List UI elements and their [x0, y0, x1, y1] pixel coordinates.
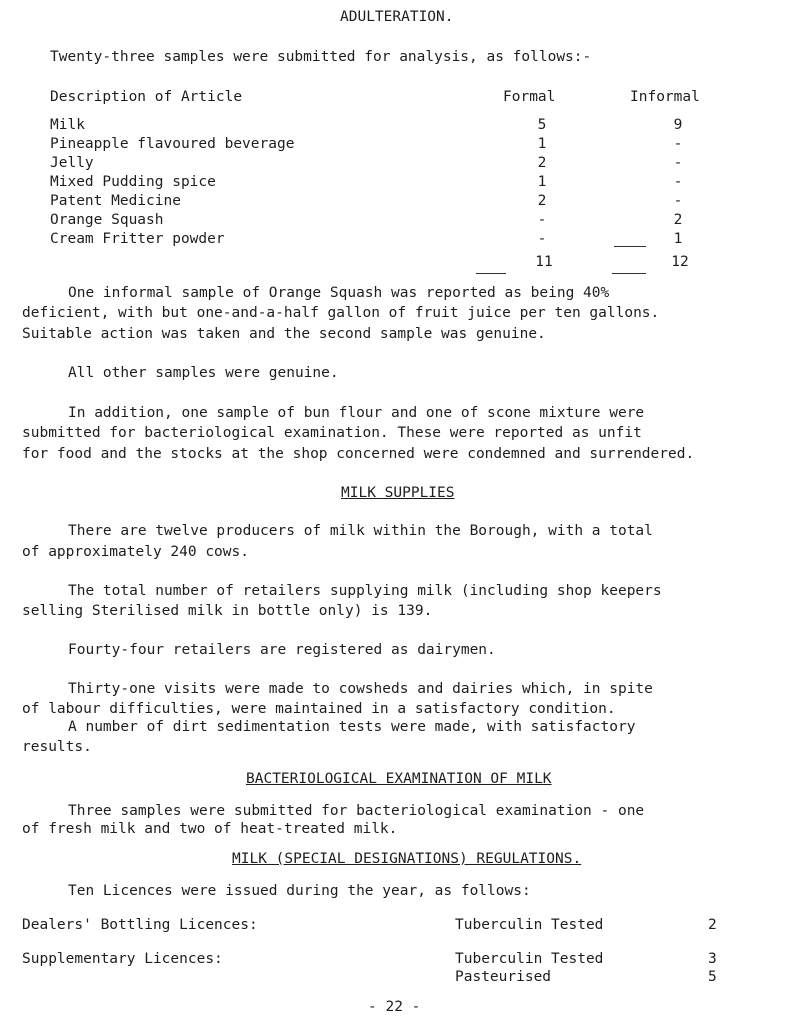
article-name: Milk [50, 117, 85, 133]
paragraph-line: Thirty-one visits were made to cowsheds and dairies which, in spite [68, 681, 653, 697]
informal-count: - [673, 193, 683, 209]
informal-count: - [673, 136, 683, 152]
page-heading: ADULTERATION. [340, 9, 454, 25]
paragraph-line: Ten Licences were issued during the year, as follows: [68, 883, 531, 899]
paragraph-line: Three samples were submitted for bacteriological examination - one [68, 803, 645, 819]
article-name: Pineapple flavoured beverage [50, 136, 295, 152]
paragraph-line: All other samples were genuine. [68, 365, 339, 381]
formal-count: 2 [537, 193, 547, 209]
supplementary-licences-count: 5 [708, 969, 717, 985]
dealers-licences-count: 2 [708, 917, 717, 933]
col-description-header: Description of Article [50, 89, 243, 105]
formal-count: - [537, 231, 547, 247]
formal-count: - [537, 212, 547, 228]
paragraph-line: of approximately 240 cows. [22, 544, 249, 560]
informal-count: - [673, 155, 683, 171]
article-name: Patent Medicine [50, 193, 181, 209]
supplementary-licences-type: Pasteurised [455, 969, 552, 985]
informal-count: 1 [673, 231, 683, 247]
section-heading-bacteriological: BACTERIOLOGICAL EXAMINATION OF MILK [246, 771, 552, 787]
informal-count: 9 [673, 117, 683, 133]
total-rule-bottom-informal [612, 273, 646, 274]
total-rule-top [614, 246, 646, 247]
supplementary-licences-label: Supplementary Licences: [22, 951, 223, 967]
article-name: Cream Fritter powder [50, 231, 225, 247]
table-header [50, 86, 750, 108]
col-informal-header: Informal [630, 89, 700, 105]
section-heading-special-designations: MILK (SPECIAL DESIGNATIONS) REGULATIONS. [232, 851, 582, 867]
total-rule-bottom-formal [476, 273, 506, 274]
total-informal: 12 [671, 254, 689, 270]
section-heading-milk-supplies: MILK SUPPLIES [341, 485, 455, 501]
page-number: - 22 - [368, 999, 421, 1015]
paragraph-line: There are twelve producers of milk within the Borough, with a total [68, 523, 653, 539]
paragraph-line: The total number of retailers supplying milk (including shop keepers [68, 583, 662, 599]
formal-count: 1 [537, 136, 547, 152]
intro-text: Twenty-three samples were submitted for analysis, as follows:- [50, 49, 592, 65]
article-name: Jelly [50, 155, 94, 171]
paragraph-line: In addition, one sample of bun flour and one of scone mixture were [68, 405, 645, 421]
paragraph-line: submitted for bacteriological examination. These were reported as unfit [22, 425, 642, 441]
total-formal: 11 [535, 254, 553, 270]
table-totals [50, 251, 750, 273]
formal-count: 5 [537, 117, 547, 133]
paragraph-line: selling Sterilised milk in bottle only) is 139. [22, 603, 433, 619]
paragraph-line: of labour difficulties, were maintained in a satisfactory condition. [22, 701, 616, 717]
paragraph-line: One informal sample of Orange Squash was reported as being 40% [68, 285, 610, 301]
paragraph-line: Suitable action was taken and the second sample was genuine. [22, 326, 546, 342]
article-name: Orange Squash [50, 212, 164, 228]
paragraph-line: results. [22, 739, 92, 755]
col-formal-header: Formal [503, 89, 556, 105]
paragraph-line: Fourty-four retailers are registered as dairymen. [68, 642, 496, 658]
informal-count: 2 [673, 212, 683, 228]
paragraph-line: A number of dirt sedimentation tests were made, with satisfactory [68, 719, 636, 735]
dealers-licences-type: Tuberculin Tested [455, 917, 604, 933]
supplementary-licences-count: 3 [708, 951, 717, 967]
formal-count: 2 [537, 155, 547, 171]
paragraph-line: of fresh milk and two of heat-treated milk. [22, 821, 398, 837]
article-name: Mixed Pudding spice [50, 174, 216, 190]
informal-count: - [673, 174, 683, 190]
paragraph-line: deficient, with but one-and-a-half gallon of fruit juice per ten gallons. [22, 305, 660, 321]
formal-count: 1 [537, 174, 547, 190]
paragraph-line: for food and the stocks at the shop concerned were condemned and surrendered. [22, 446, 695, 462]
dealers-licences-label: Dealers' Bottling Licences: [22, 917, 258, 933]
supplementary-licences-type: Tuberculin Tested [455, 951, 604, 967]
